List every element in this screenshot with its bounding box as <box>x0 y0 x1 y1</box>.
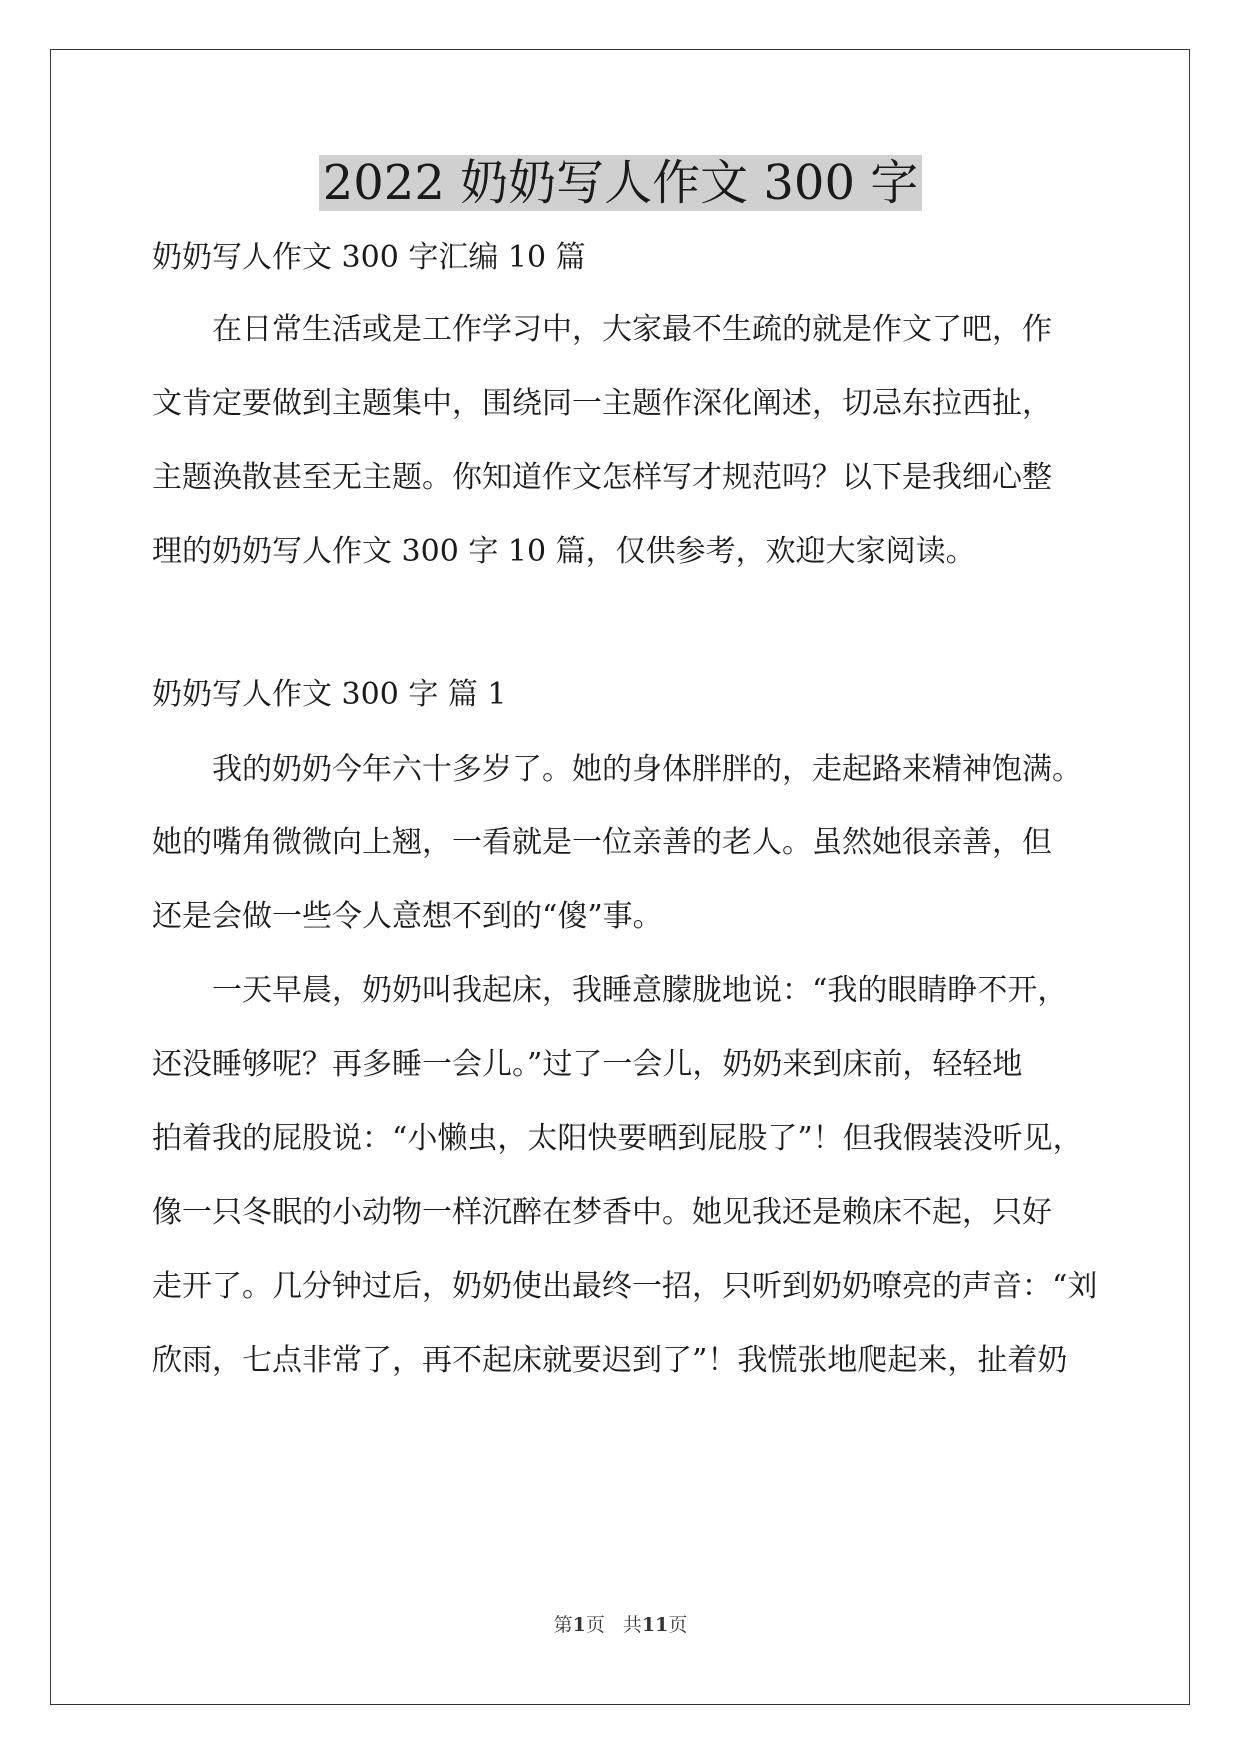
footer-total-prefix: 共 <box>622 1614 642 1636</box>
footer-total-suffix: 页 <box>668 1614 688 1636</box>
body-line: 拍着我的屁股说：“小懒虫，太阳快要晒到屁股了”！但我假装没听见， <box>152 1121 1083 1156</box>
intro-line: 文肯定要做到主题集中，围绕同一主题作深化阐述，切忌东拉西扯， <box>152 386 1052 421</box>
page-border <box>50 49 1190 1705</box>
document-title <box>0 150 1241 216</box>
body-line: 还是会做一些令人意想不到的“傻”事。 <box>152 899 663 934</box>
footer-page-total: 11 <box>641 1614 669 1636</box>
footer-page-suffix: 页 <box>585 1614 605 1636</box>
body-line: 还没睡够呢？再多睡一会儿。”过了一会儿，奶奶来到床前，轻轻地 <box>152 1047 1023 1082</box>
section-heading: 奶奶写人作文 300 字 篇 1 <box>152 677 507 712</box>
body-line: 走开了。几分钟过后，奶奶使出最终一招，只听到奶奶嘹亮的声音：“刘 <box>152 1269 1098 1304</box>
body-line: 我的奶奶今年六十多岁了。她的身体胖胖的，走起路来精神饱满。 <box>212 752 1082 787</box>
page-footer <box>0 1612 1241 1638</box>
intro-line: 在日常生活或是工作学习中，大家最不生疏的就是作文了吧，作 <box>212 312 1052 347</box>
document-title-text: 2022 奶奶写人作文 300 字 <box>319 155 923 211</box>
document-subtitle: 奶奶写人作文 300 字汇编 10 篇 <box>152 240 586 275</box>
intro-line: 主题涣散甚至无主题。你知道作文怎样写才规范吗？以下是我细心整 <box>152 460 1052 495</box>
body-line: 欣雨，七点非常了，再不起床就要迟到了”！我慌张地爬起来，扯着奶 <box>152 1343 1068 1378</box>
footer-page-current: 1 <box>572 1614 586 1636</box>
intro-line: 理的奶奶写人作文 300 字 10 篇，仅供参考，欢迎大家阅读。 <box>152 534 976 569</box>
footer-page-prefix: 第 <box>553 1614 573 1636</box>
body-line: 她的嘴角微微向上翘，一看就是一位亲善的老人。虽然她很亲善，但 <box>152 825 1052 860</box>
body-line: 像一只冬眠的小动物一样沉醉在梦香中。她见我还是赖床不起，只好 <box>152 1195 1052 1230</box>
body-line: 一天早晨，奶奶叫我起床，我睡意朦胧地说：“我的眼睛睁不开， <box>212 973 1068 1008</box>
